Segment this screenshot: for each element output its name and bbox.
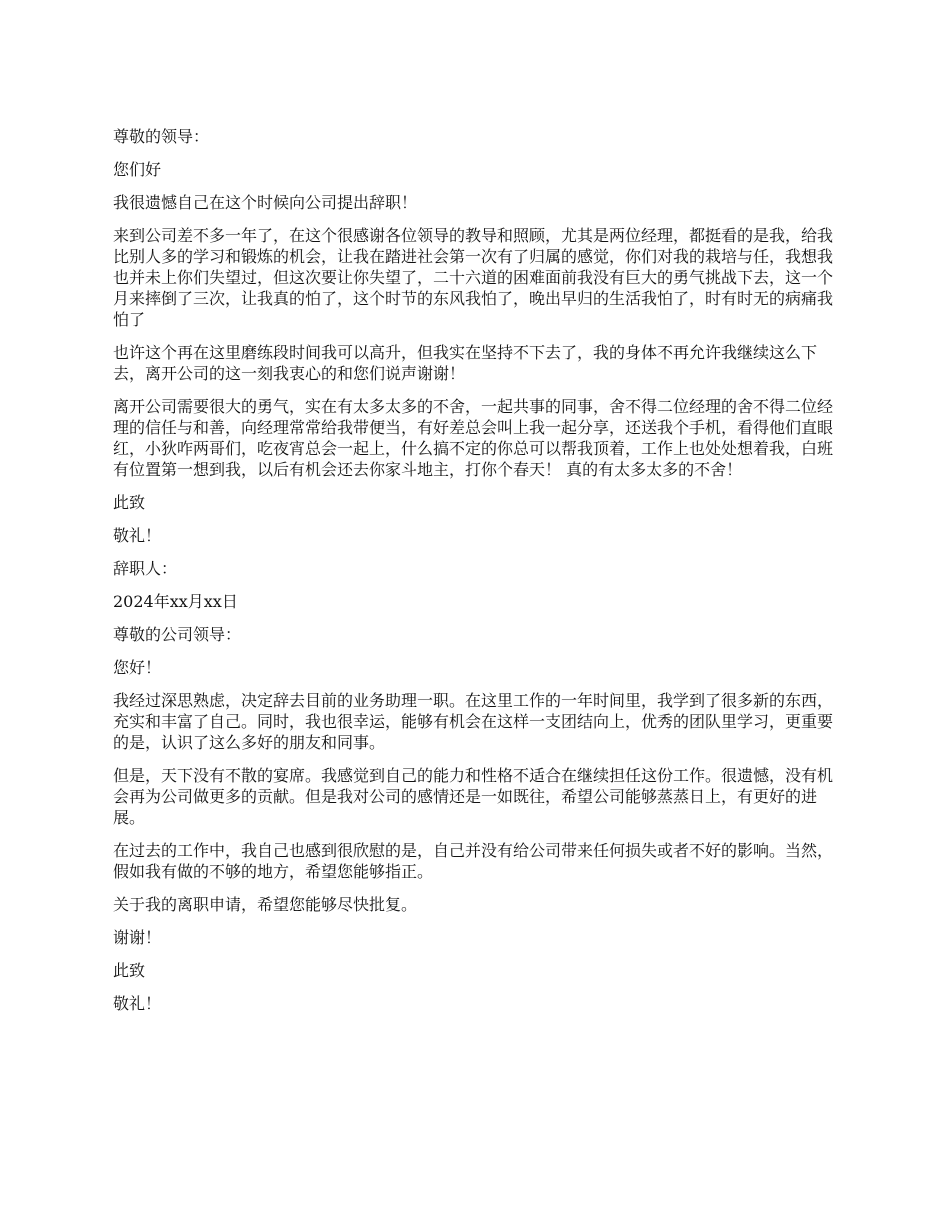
letter1-closing-2: 敬礼！ <box>113 526 162 545</box>
document-page <box>113 126 840 1026</box>
letter1-closing-1: 此致 <box>113 493 146 512</box>
letter1-body-paragraph-1: 来到公司差不多一年了，在这个很感谢各位领导的教导和照顾，尤其是两位经理，都挺看的是我，给我比别人多的学习和锻炼的机会，让我在踏进社会第一次有了归属的感觉，你们对我的栽培与任，我想我也并未上你们失望过，但这次要让你失望了，二十六道的困难面前我没有巨大的勇气挑战下去，这一个月来摔倒了三次，让我真的怕了，这个时节的东风我怕了，晚出早归的生活我怕了，时有时无的病痛我怕了 <box>113 226 834 329</box>
letter2-body-paragraph-4: 关于我的离职申请，希望您能够尽快批复。 <box>113 895 418 914</box>
letter1-salutation: 尊敬的领导： <box>113 127 210 146</box>
letter2-closing-2: 敬礼！ <box>113 994 162 1013</box>
letter1-signature: 辞职人： <box>113 559 178 578</box>
letter2-body-paragraph-1: 我经过深思熟虑，决定辞去目前的业务助理一职。在这里工作的一年时间里，我学到了很多新的东西，充实和丰富了自己。同时，我也很幸运，能够有机会在这样一支团结向上，优秀的团队里学习，更重要的是，认识了这么多好的朋友和同事。 <box>113 691 834 752</box>
letter2-body-paragraph-2: 但是，天下没有不散的宴席。我感觉到自己的能力和性格不适合在继续担任这份工作。很遗憾，没有机会再为公司做更多的贡献。但是我对公司的感情还是一如既往，希望公司能够蒸蒸日上，有更好的进展。 <box>113 766 834 827</box>
letter1-body-paragraph-2: 也许这个再在这里磨练段时间我可以高升，但我实在坚持不下去了，我的身体不再允许我继续这么下去，离开公司的这一刻我衷心的和您们说声谢谢！ <box>113 343 818 383</box>
letter1-intro: 我很遗憾自己在这个时候向公司提出辞职！ <box>113 193 418 212</box>
letter2-body-paragraph-3: 在过去的工作中，我自己也感到很欣慰的是，自己并没有给公司带来任何损失或者不好的影响。当然，假如我有做的不够的地方，希望您能够指正。 <box>113 841 834 881</box>
letter2-salutation: 尊敬的公司领导： <box>113 625 242 644</box>
letter1-greeting: 您们好 <box>113 160 162 179</box>
letter2-closing-1: 此致 <box>113 961 146 980</box>
letter2-greeting: 您好！ <box>113 658 162 677</box>
letter1-date: 2024年xx月xx日 <box>113 592 238 611</box>
letter1-body-paragraph-3: 离开公司需要很大的勇气，实在有太多太多的不舍，一起共事的同事，舍不得二位经理的舍不得二位经理的信任与和善，向经理常常给我带便当，有好差总会叫上我一起分享，还送我个手机，看得他们直眼红，小狄咋两哥们，吃夜宵总会一起上，什么搞不定的你总可以帮我顶着，工作上也处处想着我，白班有位置第一想到我，以后有机会还去你家斗地主，打你个春天！ 真的有太多太多的不舍！ <box>113 397 834 479</box>
letter2-thanks: 谢谢！ <box>113 928 162 947</box>
